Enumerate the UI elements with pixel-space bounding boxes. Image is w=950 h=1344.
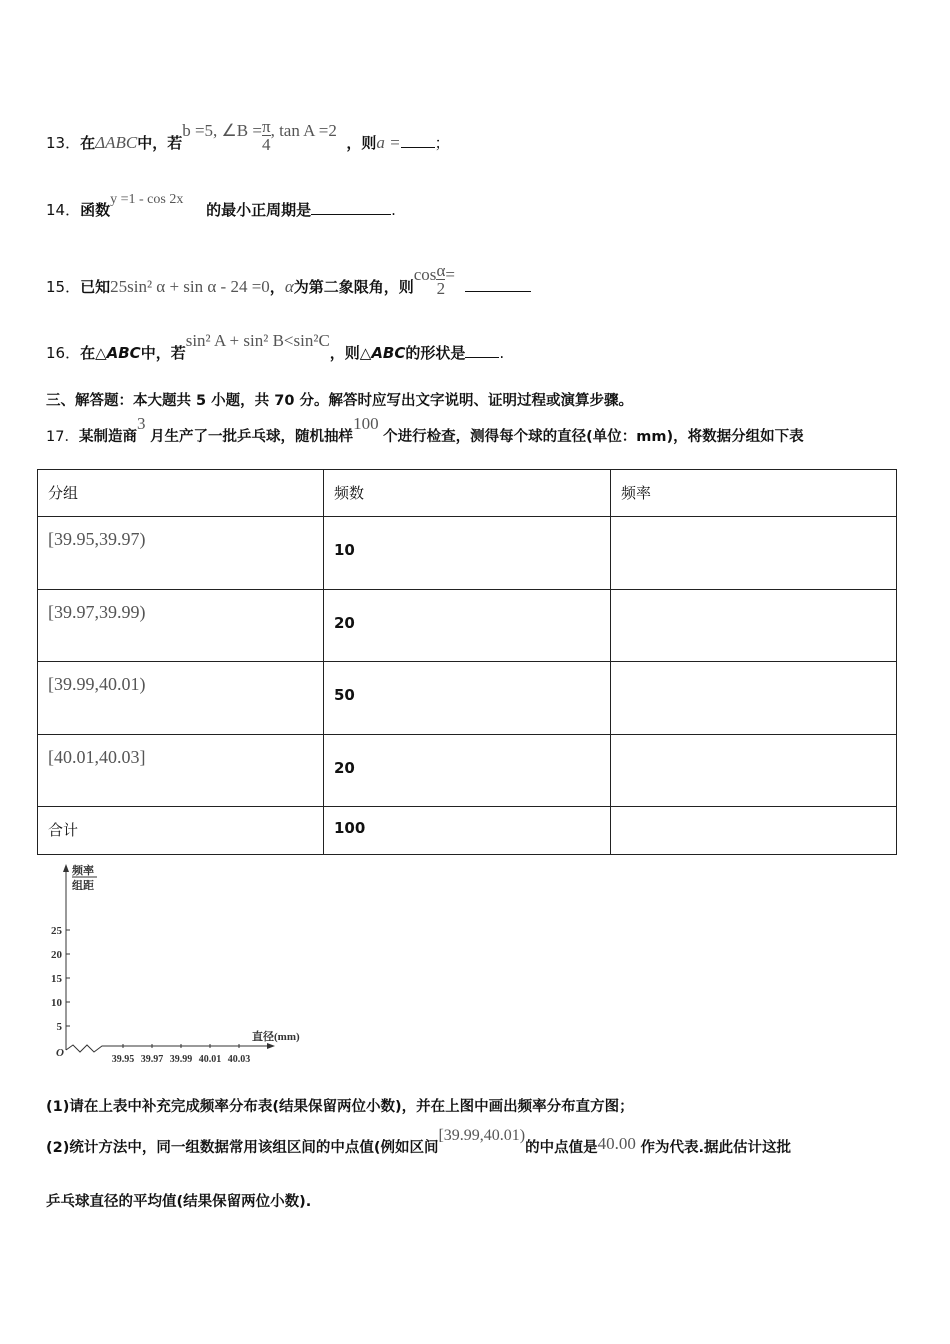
rate-cell[interactable] xyxy=(611,735,897,807)
origin-label: O xyxy=(56,1047,64,1059)
text: . xyxy=(391,201,396,219)
math: ABC xyxy=(106,344,141,362)
x-tick-label: 40.03 xyxy=(227,1054,251,1065)
x-tick-label: 39.95 xyxy=(111,1054,135,1065)
q-num: 13． xyxy=(46,134,81,152)
histogram-axes xyxy=(40,860,340,1070)
table-row xyxy=(38,517,897,590)
text: ，则△ xyxy=(329,344,372,362)
answer-blank[interactable] xyxy=(311,200,391,215)
x-tick-label: 40.01 xyxy=(198,1054,222,1065)
rate-cell[interactable] xyxy=(611,517,897,590)
math: 25sin² α + sin α - 24 =0 xyxy=(110,277,270,296)
y-label-top: 频率 xyxy=(72,865,94,877)
text: 的最小正周期是 xyxy=(206,201,312,219)
math: [39.99,40.01) xyxy=(438,1127,526,1144)
text: 月生产了一批乒乓球，随机抽样 xyxy=(150,429,354,445)
y-tick-label: 5 xyxy=(56,1021,62,1033)
question-14 xyxy=(46,192,396,220)
freq-cell: 20 xyxy=(334,614,355,632)
y-tick-label: 15 xyxy=(51,973,62,985)
text: 在 xyxy=(80,134,96,152)
text: ； xyxy=(434,134,450,152)
text: 作为代表.据此估计这批 xyxy=(640,1140,791,1156)
table-total-row xyxy=(38,807,897,855)
group-cell: [39.95,39.97) xyxy=(38,517,324,590)
table-row xyxy=(38,662,897,735)
text: ， xyxy=(269,278,285,296)
math: = xyxy=(445,265,455,284)
math: ΔABC xyxy=(95,133,138,152)
math: α xyxy=(284,277,294,296)
table-row xyxy=(38,735,897,807)
math: cos xyxy=(413,265,437,284)
header-cell: 频数 xyxy=(324,470,611,517)
denominator: 2 xyxy=(436,279,446,298)
x-label: 直径(mm) xyxy=(252,1031,300,1043)
text: 已知 xyxy=(80,278,111,296)
x-tick-label: 39.99 xyxy=(169,1054,193,1065)
text: 某制造商 xyxy=(78,429,137,445)
math: 3 xyxy=(136,414,146,433)
header-cell: 频率 xyxy=(611,470,897,517)
part-2-continued: 乒乓球直径的平均值(结果保留两位小数). xyxy=(46,1194,312,1210)
table-row xyxy=(38,590,897,662)
total-label: 合计 xyxy=(38,807,324,855)
text: 函数 xyxy=(80,201,111,219)
math: sin² A + sin² B<sin²C xyxy=(185,331,330,350)
x-tick-label: 39.97 xyxy=(140,1054,164,1065)
part-2 xyxy=(46,1127,791,1157)
math: 40.00 xyxy=(597,1134,636,1153)
x-axis-arrow xyxy=(267,1043,275,1049)
text: . xyxy=(499,344,505,362)
section-heading: 三、解答题：本大题共 5 小题，共 70 分。解答时应写出文字说明、证明过程或演算步骤。 xyxy=(46,393,633,409)
text: ，则 xyxy=(346,134,377,152)
fraction xyxy=(262,118,271,153)
numerator: π xyxy=(261,117,271,136)
text: 个进行检查，测得每个球的直径(单位：mm)，将数据分组如下表 xyxy=(383,429,804,445)
question-13 xyxy=(46,117,450,161)
math: a = xyxy=(376,133,401,152)
y-axis-arrow xyxy=(63,864,69,872)
denominator: 4 xyxy=(262,135,271,154)
group-cell: [40.01,40.03] xyxy=(38,735,324,807)
y-tick-label: 20 xyxy=(51,949,62,961)
freq-cell: 20 xyxy=(334,759,355,777)
q-num: 14． xyxy=(46,201,81,219)
table-header xyxy=(38,470,897,517)
text: 的形状是 xyxy=(405,344,466,362)
q-num: 17． xyxy=(46,429,79,445)
math: 100 xyxy=(353,414,379,433)
q-num: 16． xyxy=(46,344,81,362)
text: 为第二象限角，则 xyxy=(293,278,414,296)
freq-cell: 10 xyxy=(334,541,355,559)
header-cell: 分组 xyxy=(38,470,324,517)
text: 的中点值是 xyxy=(525,1140,598,1156)
answer-blank[interactable] xyxy=(465,277,531,292)
math: b =5, ∠B = xyxy=(182,121,262,140)
q-num: 15． xyxy=(46,278,81,296)
total-freq: 100 xyxy=(324,807,611,855)
answer-blank[interactable] xyxy=(401,133,435,148)
freq-cell: 50 xyxy=(334,686,355,704)
text: (2)统计方法中，同一组数据常用该组区间的中点值(例如区间 xyxy=(46,1140,439,1156)
question-17 xyxy=(46,414,804,446)
total-rate[interactable] xyxy=(611,807,897,855)
numerator: α xyxy=(436,261,446,280)
y-tick-label: 25 xyxy=(51,925,62,937)
question-15 xyxy=(46,261,531,305)
y-label-bottom: 组距 xyxy=(72,880,94,892)
text: 中，若 xyxy=(137,134,183,152)
frequency-table xyxy=(37,469,897,855)
math: y =1 - cos 2x xyxy=(110,192,184,207)
answer-blank[interactable] xyxy=(465,343,499,358)
group-cell: [39.97,39.99) xyxy=(38,590,324,662)
rate-cell[interactable] xyxy=(611,590,897,662)
question-16 xyxy=(46,331,505,363)
math: , tan A =2 xyxy=(270,121,337,140)
text: 在△ xyxy=(80,344,107,362)
rate-cell[interactable] xyxy=(611,662,897,735)
math: ABC xyxy=(371,344,406,362)
group-cell: [39.99,40.01) xyxy=(38,662,324,735)
y-tick-label: 10 xyxy=(51,997,62,1009)
text: 中，若 xyxy=(140,344,186,362)
part-1: (1)请在上表中补充完成频率分布表(结果保留两位小数)，并在上图中画出频率分布直方图； xyxy=(46,1099,634,1115)
